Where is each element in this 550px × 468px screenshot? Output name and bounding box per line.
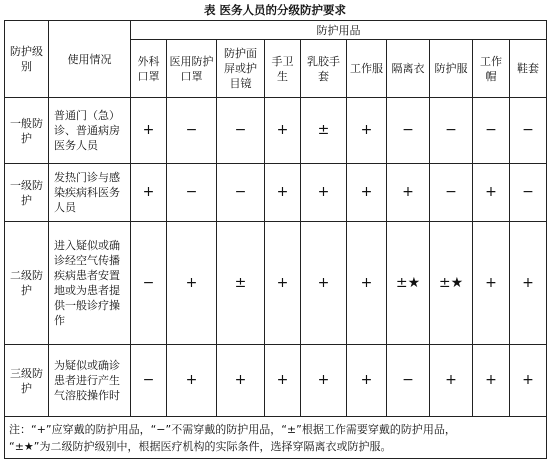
row-mark: +	[265, 222, 301, 345]
row-mark: +	[473, 164, 510, 222]
row-usage: 发热门诊与感染疾病科医务人员	[49, 164, 131, 222]
row-mark: +	[301, 222, 347, 345]
row-mark: +	[430, 345, 473, 417]
note-line: 注：“+”应穿戴的防护用品，“−”不需穿戴的防护用品，“±”根据工作需要穿戴的防护用品，	[9, 422, 456, 436]
row-mark: +	[510, 222, 547, 345]
header-item: 鞋套	[510, 40, 547, 98]
row-mark: +	[265, 98, 301, 164]
row-mark: −	[387, 98, 430, 164]
row-level: 一级防护	[5, 164, 49, 222]
row-mark: −	[510, 164, 547, 222]
row-mark: −	[167, 98, 217, 164]
header-level: 防护级别	[5, 21, 49, 98]
row-level: 三级防护	[5, 345, 49, 417]
row-mark: +	[347, 98, 387, 164]
header-usage: 使用情况	[49, 21, 131, 98]
row-mark: +	[131, 98, 167, 164]
row-mark: +	[167, 222, 217, 345]
row-mark: ±★	[387, 222, 430, 345]
row-mark: −	[510, 98, 547, 164]
table-note	[5, 417, 547, 459]
row-mark: −	[473, 98, 510, 164]
row-level: 二级防护	[5, 222, 49, 345]
row-mark: −	[430, 164, 473, 222]
header-item: 乳胶手套	[301, 40, 347, 98]
row-mark: +	[167, 345, 217, 417]
header-item: 工作帽	[473, 40, 510, 98]
row-mark: −	[217, 164, 265, 222]
table-title: 表 医务人员的分级防护要求	[203, 3, 346, 17]
row-mark: +	[510, 345, 547, 417]
header-item: 手卫生	[265, 40, 301, 98]
row-mark: −	[131, 222, 167, 345]
table-row	[5, 222, 547, 345]
row-usage: 为疑似或确诊患者进行产生气溶胶操作时	[49, 345, 131, 417]
row-mark: +	[387, 164, 430, 222]
row-mark: ±★	[430, 222, 473, 345]
note-row	[5, 417, 547, 459]
row-mark: ±	[301, 98, 347, 164]
protection-table	[4, 20, 547, 459]
row-mark: +	[301, 345, 347, 417]
row-mark: −	[167, 164, 217, 222]
header-item: 工作服	[347, 40, 387, 98]
row-mark: +	[131, 164, 167, 222]
row-mark: +	[347, 345, 387, 417]
row-mark: +	[301, 164, 347, 222]
row-usage: 普通门（急）诊、普通病房医务人员	[49, 98, 131, 164]
row-mark: +	[347, 164, 387, 222]
row-mark: +	[473, 345, 510, 417]
header-item: 医用防护口罩	[167, 40, 217, 98]
row-mark: +	[265, 164, 301, 222]
row-mark: −	[430, 98, 473, 164]
table-row	[5, 345, 547, 417]
row-mark: +	[265, 345, 301, 417]
header-row-top	[5, 21, 547, 40]
row-mark: +	[473, 222, 510, 345]
row-level: 一般防护	[5, 98, 49, 164]
header-group: 防护用品	[131, 21, 547, 40]
header-item: 外科口罩	[131, 40, 167, 98]
row-usage: 进入疑似或确诊经空气传播疾病患者安置地或为患者提供一般诊疗操作	[49, 222, 131, 345]
protection-table-wrapper	[4, 20, 547, 459]
row-mark: −	[387, 345, 430, 417]
header-item: 防护面屏或护目镜	[217, 40, 265, 98]
note-line: “±★”为二级防护级别中，根据医疗机构的实际条件，选择穿隔离衣或防护服。	[9, 439, 392, 453]
row-mark: ±	[217, 222, 265, 345]
table-row	[5, 98, 547, 164]
row-mark: +	[217, 345, 265, 417]
table-row	[5, 164, 547, 222]
header-item: 防护服	[430, 40, 473, 98]
row-mark: −	[217, 98, 265, 164]
header-item: 隔离衣	[387, 40, 430, 98]
row-mark: +	[347, 222, 387, 345]
row-mark: −	[131, 345, 167, 417]
